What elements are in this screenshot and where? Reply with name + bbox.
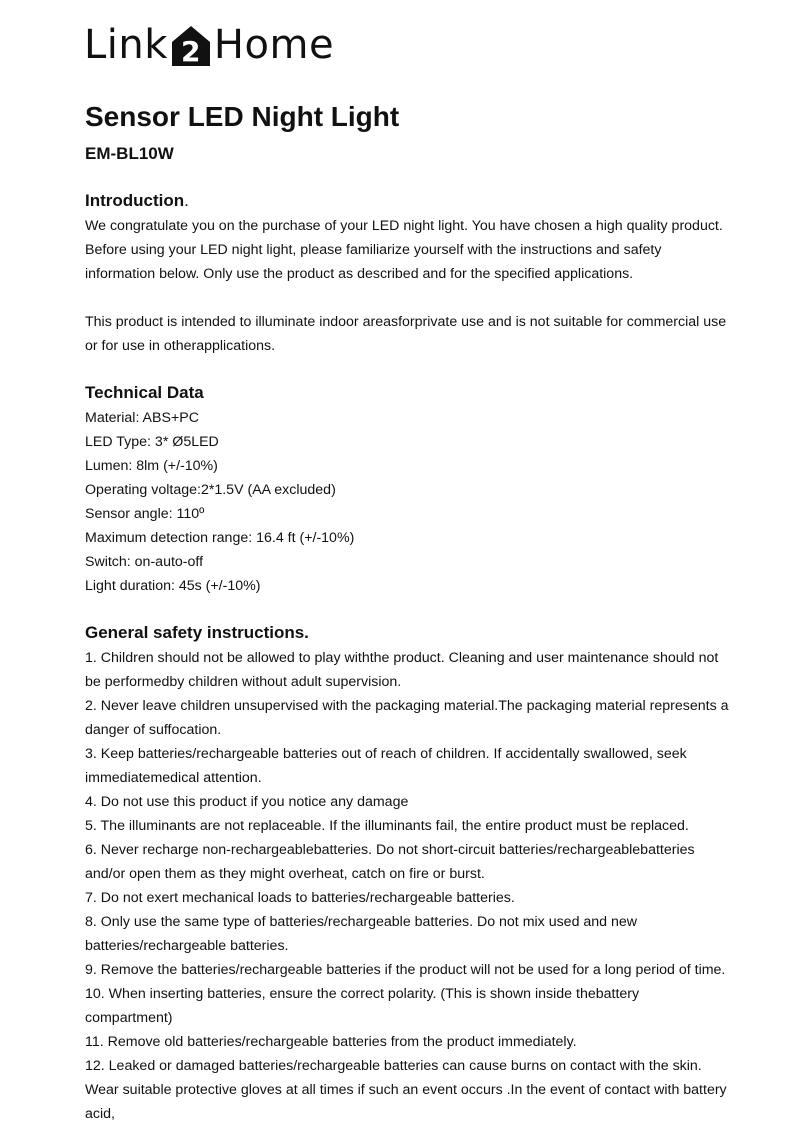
technical-data-list [85, 406, 730, 598]
brand-name-part2: Home [213, 22, 335, 68]
safety-section [85, 620, 730, 1126]
safety-list [85, 646, 730, 1126]
technical-item: Maximum detection range: 16.4 ft (+/-10%) [85, 530, 355, 546]
model-number: EM-BL10W [85, 144, 174, 163]
document-body [85, 188, 730, 1126]
safety-item: 2. Never leave children unsupervised with the packaging material.The packaging material represents a danger of suffocation. [85, 698, 729, 738]
safety-item: 3. Keep batteries/rechargeable batteries out of reach of children. If accidentally swallowed, seek immediatemedical attention. [85, 746, 687, 786]
technical-data-heading: Technical Data [85, 383, 204, 402]
introduction-heading: Introduction. [85, 191, 189, 210]
safety-item: 4. Do not use this product if you notice any damage [85, 794, 409, 810]
safety-item: 7. Do not exert mechanical loads to batteries/rechargeable batteries. [85, 890, 515, 906]
technical-item: Material: ABS+PC [85, 410, 199, 426]
brand-name-part1: Link [84, 22, 168, 68]
technical-data-section [85, 380, 730, 598]
safety-item: 9. Remove the batteries/rechargeable batteries if the product will not be used for a long period of time. [85, 962, 726, 978]
safety-heading: General safety instructions. [85, 623, 309, 642]
technical-item: Light duration: 45s (+/-10%) [85, 578, 261, 594]
technical-item: LED Type: 3* Ø5LED [85, 434, 219, 450]
introduction-paragraph-1: We congratulate you on the purchase of your LED night light. You have chosen a high quality product. Before using your LED night light, please familiarize yourself with the instructions and safety information below. Only use the product as described and for the specified applications. [85, 218, 723, 282]
safety-item: 10. When inserting batteries, ensure the correct polarity. (This is shown inside thebattery compartment) [85, 986, 640, 1026]
safety-item: 8. Only use the same type of batteries/rechargeable batteries. Do not mix used and new batteries/rechargeable batteries. [85, 914, 638, 954]
house-2-logo-icon [170, 24, 212, 68]
introduction-paragraph-2: This product is intended to illuminate indoor areasforprivate use and is not suitable for commercial use or for use in otherapplications. [85, 314, 727, 354]
safety-item: 6. Never recharge non-rechargeablebatteries. Do not short-circuit batteries/rechargeablebatteries and/or open them as they might overheat, catch on fire or burst. [85, 842, 695, 882]
technical-item: Operating voltage:2*1.5V (AA excluded) [85, 482, 336, 498]
technical-item: Sensor angle: 110º [85, 506, 205, 522]
safety-item: 1. Children should not be allowed to play withthe product. Cleaning and user maintenance should not be performedby children without adult supervision. [85, 650, 719, 690]
safety-item: 5. The illuminants are not replaceable. If the illuminants fail, the entire product must be replaced. [85, 818, 689, 834]
introduction-section [85, 188, 730, 358]
brand-logo [84, 22, 334, 68]
svg-text:2: 2 [180, 35, 201, 68]
safety-item: 11. Remove old batteries/rechargeable batteries from the product immediately. [85, 1034, 577, 1050]
technical-item: Lumen: 8lm (+/-10%) [85, 458, 218, 474]
technical-item: Switch: on-auto-off [85, 554, 204, 570]
safety-item: 12. Leaked or damaged batteries/rechargeable batteries can cause burns on contact with the skin. Wear suitable protective gloves at all times if such an event occurs .In the event of contact with battery acid, [85, 1058, 727, 1122]
document-title: Sensor LED Night Light [85, 101, 400, 132]
